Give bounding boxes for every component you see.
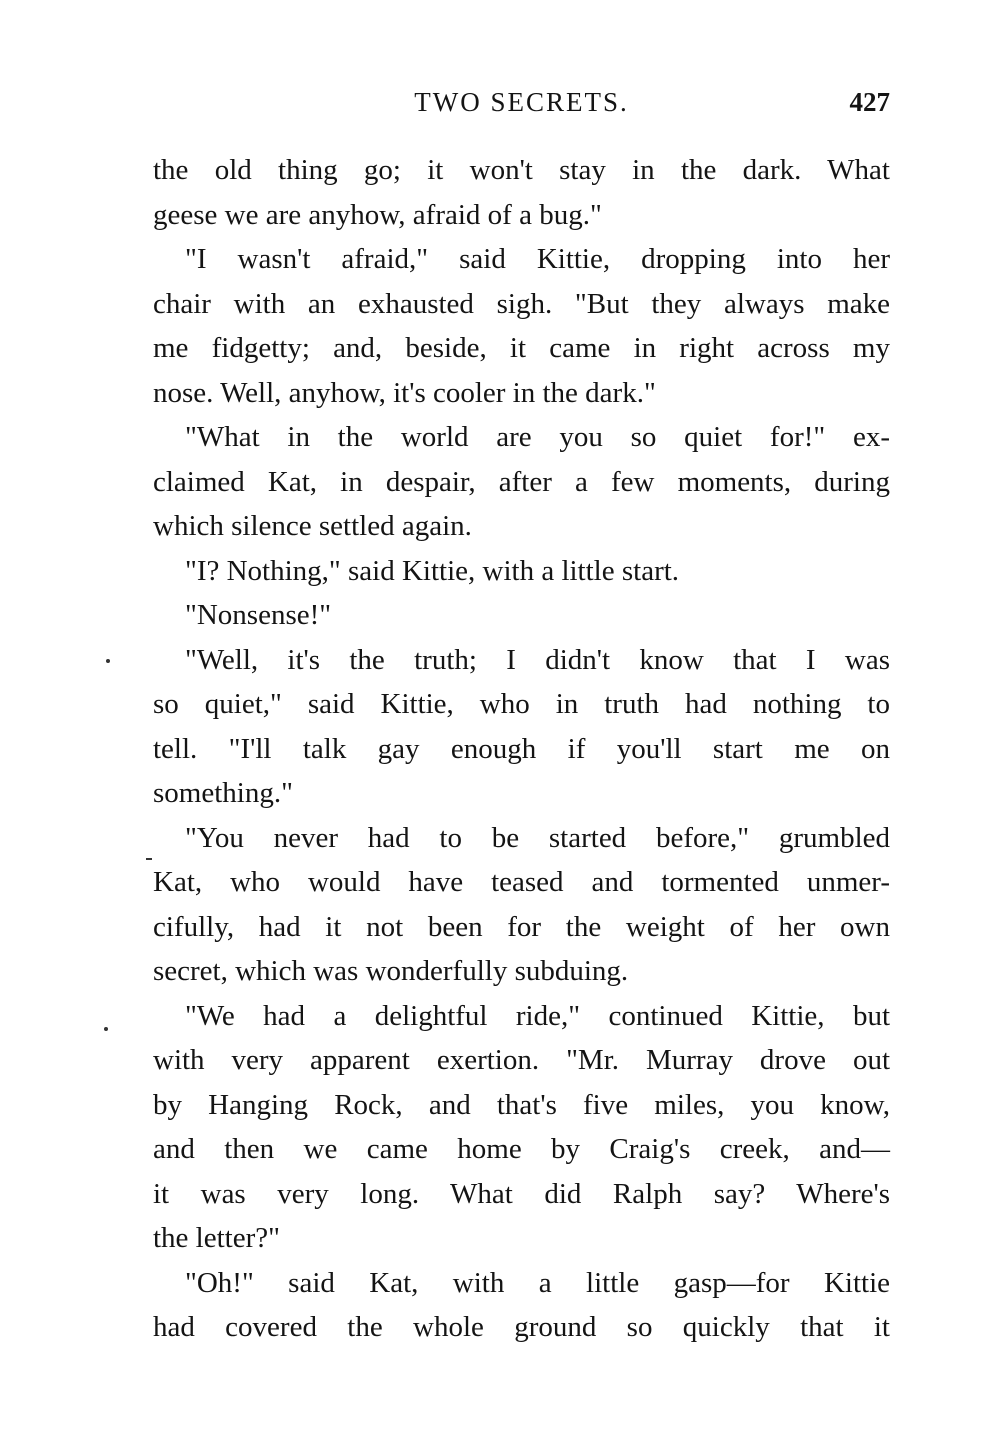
body-text xyxy=(153,148,890,1350)
text-line: nose. Well, anyhow, it's cooler in the dark." xyxy=(153,376,656,409)
text-line: by Hanging Rock, and that's five miles, you know, xyxy=(153,1088,890,1121)
margin-speck xyxy=(106,659,110,663)
text-line: "I? Nothing," said Kittie, with a little start. xyxy=(185,554,680,587)
text-line: "You never had to be started before," grumbled xyxy=(185,821,890,854)
text-line: the letter?" xyxy=(153,1222,280,1254)
text-line: "Nonsense!" xyxy=(185,599,332,631)
text-line: something." xyxy=(153,777,293,809)
text-line: claimed Kat, in despair, after a few moments, during xyxy=(153,465,890,498)
text-line: tell. "I'll talk gay enough if you'll start me on xyxy=(153,732,890,765)
margin-speck xyxy=(146,858,152,860)
text-line: the old thing go; it won't stay in the dark. What xyxy=(153,154,890,186)
text-line: had covered the whole ground so quickly that it xyxy=(153,1311,890,1343)
text-line: geese we are anyhow, afraid of a bug." xyxy=(153,198,602,231)
text-line: "Oh!" said Kat, with a little gasp—for Kittie xyxy=(185,1266,890,1299)
page-number: 427 xyxy=(849,87,890,117)
text-line: cifully, had it not been for the weight of her own xyxy=(153,910,890,943)
text-line: "Well, it's the truth; I didn't know that I was xyxy=(185,643,890,676)
text-line: me fidgetty; and, beside, it came in right across my xyxy=(153,332,890,364)
margin-speck xyxy=(104,1027,108,1031)
text-line: so quiet," said Kittie, who in truth had nothing to xyxy=(153,688,890,720)
text-line: secret, which was wonderfully subduing. xyxy=(153,955,629,987)
text-line: "What in the world are you so quiet for!" ex- xyxy=(185,421,890,453)
text-line: "We had a delightful ride," continued Kittie, but xyxy=(185,999,890,1032)
text-line: and then we came home by Craig's creek, and— xyxy=(153,1133,890,1165)
text-line: Kat, who would have teased and tormented unmer- xyxy=(153,866,890,898)
text-line: chair with an exhausted sigh. "But they always make xyxy=(153,287,890,320)
page-header xyxy=(153,82,890,122)
text-line: with very apparent exertion. "Mr. Murray drove out xyxy=(153,1044,890,1076)
text-line: "I wasn't afraid," said Kittie, dropping into her xyxy=(185,243,890,275)
text-line: which silence settled again. xyxy=(153,510,472,542)
running-title: TWO SECRETS. xyxy=(414,87,629,117)
text-line: it was very long. What did Ralph say? Where's xyxy=(153,1177,890,1210)
